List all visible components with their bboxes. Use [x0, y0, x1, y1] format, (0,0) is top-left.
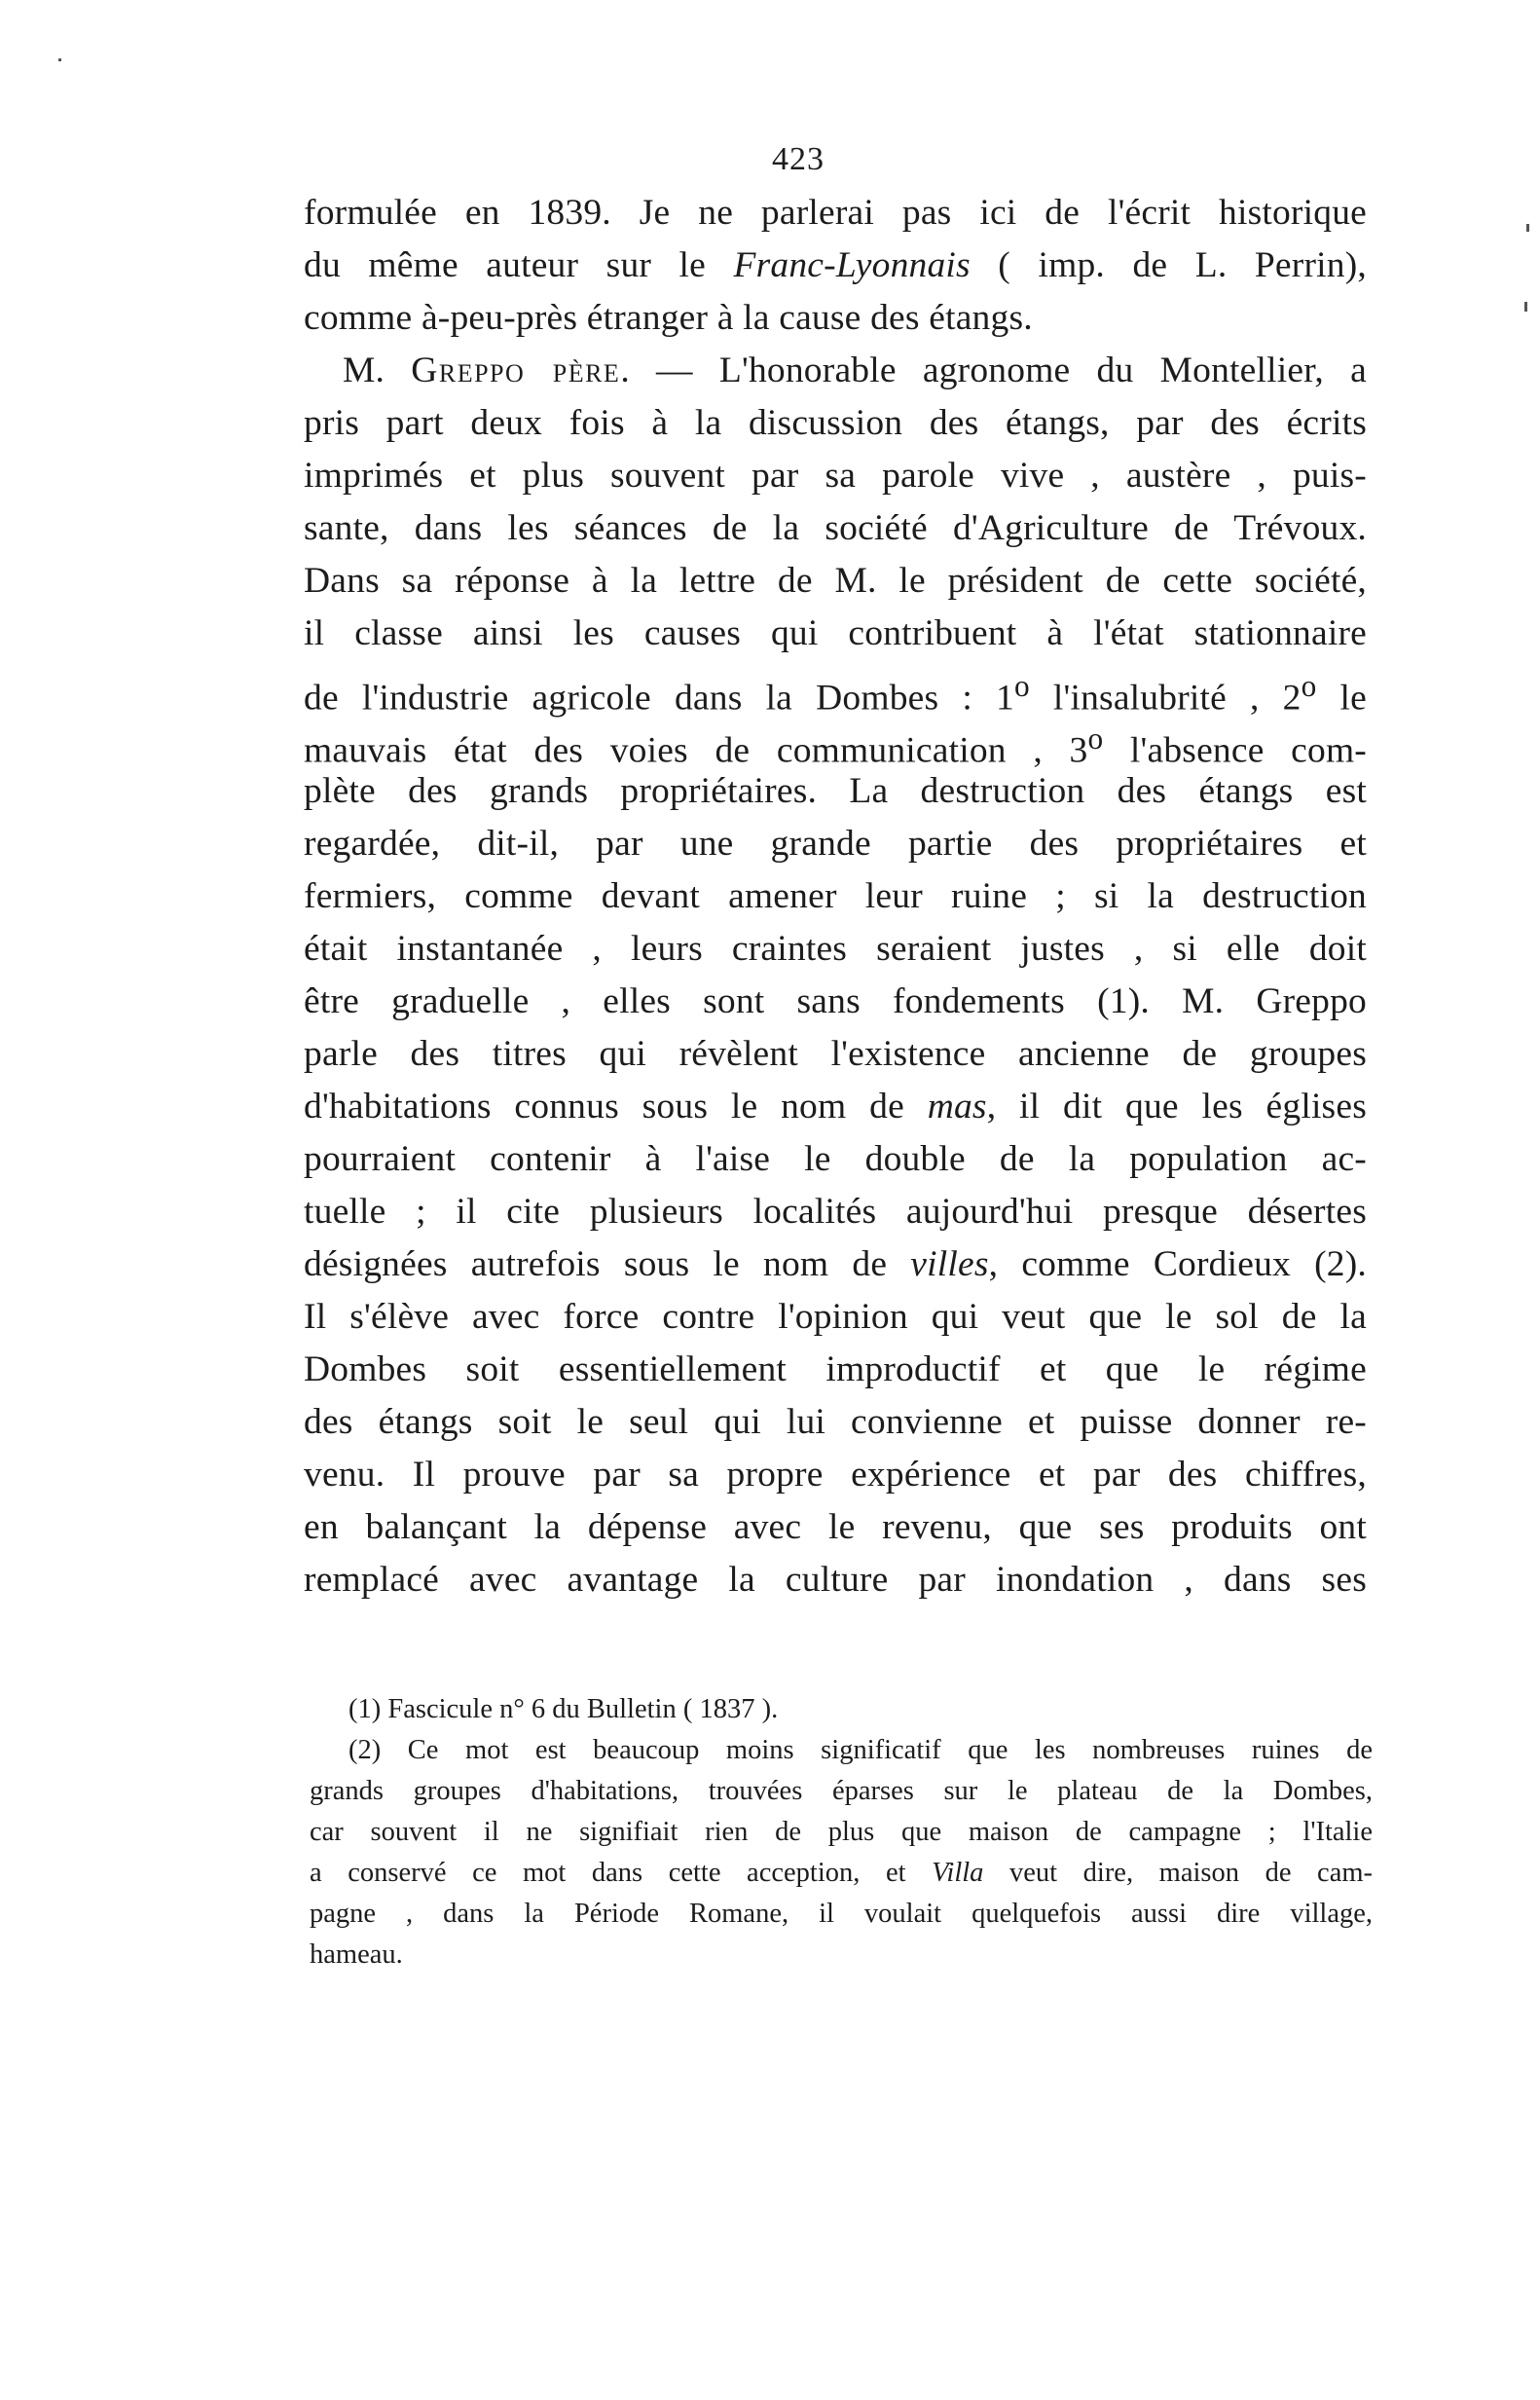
body-line: pourraient contenir à l'aise le double de la population ac- [304, 1139, 1367, 1179]
footnote-2-line: car souvent il ne signifiait rien de plus que maison de campagne ; l'Italie [310, 1817, 1373, 1847]
body-line: M. Greppo père. — L'honorable agronome du Montellier, a [343, 351, 1367, 390]
body-line: formulée en 1839. Je ne parlerai pas ici de l'écrit historique [304, 193, 1367, 233]
footnote-2-line: hameau. [310, 1939, 403, 1970]
footnote-2-line: grands groupes d'habitations, trouvées éparses sur le plateau de la Dombes, [310, 1776, 1373, 1806]
body-line: comme à-peu-près étranger à la cause des étangs. [304, 298, 1033, 338]
italic-title: Franc-Lyonnais [733, 245, 971, 285]
footnote-2-line: (2) Ce mot est beaucoup moins significatif que les nombreuses ruines de [348, 1735, 1373, 1765]
body-line: il classe ainsi les causes qui contribuent à l'état stationnaire [304, 613, 1367, 653]
footnote-2-line: pagne , dans la Période Romane, il voulait quelquefois aussi dire village, [310, 1899, 1373, 1929]
body-line: du même auteur sur le Franc-Lyonnais ( imp. de L. Perrin), [304, 245, 1367, 285]
footnotes [310, 1689, 1373, 1975]
body-line: désignées autrefois sous le nom de villes, comme Cordieux (2). [304, 1244, 1367, 1284]
body-line: tuelle ; il cite plusieurs localités aujourd'hui presque désertes [304, 1192, 1367, 1232]
scan-speck [1526, 224, 1529, 232]
body-line: sante, dans les séances de la société d'Agriculture de Trévoux. [304, 508, 1367, 548]
body-line: était instantanée , leurs craintes seraient justes , si elle doit [304, 929, 1367, 969]
body-line: d'habitations connus sous le nom de mas, il dit que les églises [304, 1087, 1367, 1126]
body-line: plète des grands propriétaires. La destruction des étangs est [304, 771, 1367, 811]
scan-speck [58, 58, 61, 61]
body-line: Dombes soit essentiellement improductif et que le régime [304, 1349, 1367, 1389]
body-line: être graduelle , elles sont sans fondements (1). M. Greppo [304, 981, 1367, 1021]
body-line: Dans sa réponse à la lettre de M. le président de cette société, [304, 561, 1367, 601]
body-line: imprimés et plus souvent par sa parole vive , austère , puis- [304, 456, 1367, 496]
body-line: pris part deux fois à la discussion des étangs, par des écrits [304, 403, 1367, 443]
body-line: fermiers, comme devant amener leur ruine ; si la destruction [304, 876, 1367, 916]
body-line: remplacé avec avantage la culture par inondation , dans ses [304, 1560, 1367, 1600]
body-line: des étangs soit le seul qui lui convienne et puisse donner re- [304, 1402, 1367, 1442]
footnote-1: (1) Fascicule n° 6 du Bulletin ( 1837 ). [348, 1694, 779, 1724]
author-name: Greppo père [411, 351, 621, 390]
body-line: de l'industrie agricole dans la Dombes : 1$^o$ l'insalubrité , 2$^o$ le [304, 669, 1367, 719]
body-text [304, 187, 1367, 1606]
body-line: parle des titres qui révèlent l'existence ancienne de groupes [304, 1034, 1367, 1074]
body-line: Il s'élève avec force contre l'opinion qui veut que le sol de la [304, 1297, 1367, 1337]
body-line: mauvais état des voies de communication , 3$^o$ l'absence com- [304, 721, 1367, 771]
body-line: venu. Il prouve par sa propre expérience et par des chiffres, [304, 1455, 1367, 1495]
page-number: 423 [772, 141, 825, 177]
body-line: regardée, dit-il, par une grande partie des propriétaires et [304, 824, 1367, 864]
body-line: en balançant la dépense avec le revenu, que ses produits ont [304, 1507, 1367, 1547]
footnote-2-line: a conservé ce mot dans cette acception, et Villa veut dire, maison de cam- [310, 1858, 1373, 1888]
scan-speck [1524, 302, 1527, 312]
